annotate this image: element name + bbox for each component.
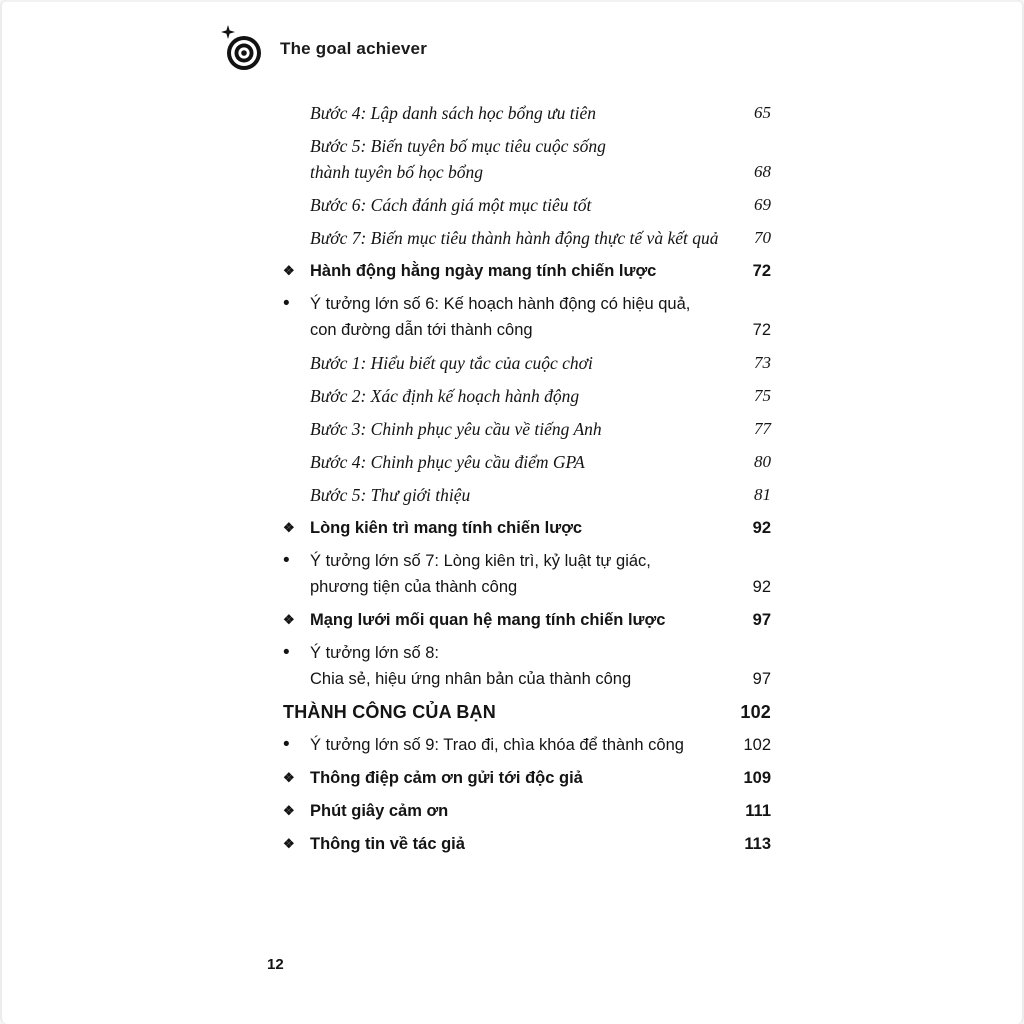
toc-entry	[283, 192, 771, 218]
toc-entry	[283, 640, 771, 692]
page-footer	[267, 956, 284, 974]
toc-entry-text	[310, 831, 729, 857]
toc-entry-line: Mạng lưới mối quan hệ mang tính chiến lược	[310, 611, 666, 629]
toc-entry-text	[310, 515, 729, 541]
page-number: 12	[267, 956, 284, 973]
diamond-bullet-icon: ❖	[283, 520, 295, 535]
toc-entry-text	[310, 607, 729, 633]
toc-entry-line: Bước 3: Chinh phục yêu cầu về tiếng Anh	[310, 419, 602, 439]
page-header	[218, 24, 427, 74]
toc-entry	[283, 225, 771, 251]
toc-page-number: 80	[754, 452, 771, 471]
diamond-bullet-icon: ❖	[283, 770, 295, 785]
toc-entry-line: Ý tưởng lớn số 9: Trao đi, chìa khóa để thành công	[310, 736, 684, 754]
toc-entry-line: Thông điệp cảm ơn gửi tới độc giả	[310, 769, 583, 787]
logo-bullseye-icon	[218, 24, 266, 74]
toc-entry	[283, 133, 771, 185]
toc-entry-text	[310, 258, 729, 284]
toc-entry-line: Bước 2: Xác định kế hoạch hành động	[310, 386, 580, 406]
toc-page-number: 68	[754, 162, 771, 181]
toc-page-number: 70	[754, 228, 771, 247]
toc-entry	[283, 100, 771, 126]
diamond-bullet-icon: ❖	[283, 612, 295, 627]
toc-page-number: 111	[745, 802, 771, 820]
toc-entry-text	[310, 416, 729, 442]
toc-entry	[283, 291, 771, 343]
toc-entry	[283, 798, 771, 824]
diamond-bullet-icon: ❖	[283, 263, 295, 278]
toc-entry-line: Bước 1: Hiểu biết quy tắc của cuộc chơi	[310, 353, 593, 373]
toc-entry	[283, 607, 771, 633]
toc-page-number: 102	[740, 702, 771, 722]
toc-entry-line: THÀNH CÔNG CỦA BẠN	[283, 702, 496, 722]
dot-bullet-icon: •	[283, 642, 290, 663]
toc-page-number: 77	[754, 419, 771, 438]
toc-page-number: 92	[752, 519, 771, 537]
diamond-bullet-icon: ❖	[283, 803, 295, 818]
toc-entry-line: Ý tưởng lớn số 8:	[310, 644, 439, 662]
toc-page-number: 102	[743, 736, 771, 754]
toc-entry	[283, 831, 771, 857]
toc-entry-text	[310, 765, 729, 791]
table-of-contents	[283, 100, 771, 864]
toc-page-number: 113	[744, 835, 771, 853]
toc-entry-text	[310, 133, 729, 185]
toc-entry-line: con đường dẫn tới thành công	[310, 321, 533, 339]
toc-entry-line: Ý tưởng lớn số 7: Lòng kiên trì, kỷ luật tự giác,	[310, 552, 651, 570]
toc-page-number: 69	[754, 195, 771, 214]
toc-entry	[283, 732, 771, 758]
toc-entry-text	[310, 192, 729, 218]
toc-entry-text	[310, 449, 729, 475]
toc-entry	[283, 449, 771, 475]
toc-entry-line: Lòng kiên trì mang tính chiến lược	[310, 519, 583, 537]
toc-page-number: 72	[752, 321, 771, 339]
toc-page-number: 97	[752, 611, 771, 629]
toc-entry-text	[310, 548, 729, 600]
toc-entry	[283, 699, 771, 725]
toc-entry-text	[310, 100, 729, 126]
toc-entry-line: Bước 6: Cách đánh giá một mục tiêu tốt	[310, 195, 592, 215]
toc-entry-text	[310, 640, 729, 692]
dot-bullet-icon: •	[283, 550, 290, 571]
toc-entry	[283, 416, 771, 442]
toc-entry-line: Bước 5: Thư giới thiệu	[310, 485, 471, 505]
diamond-bullet-icon: ❖	[283, 836, 295, 851]
toc-entry-line: Thông tin về tác giả	[310, 835, 465, 853]
toc-page-number: 109	[743, 769, 771, 787]
toc-page-number: 92	[752, 578, 771, 596]
toc-page-number: 65	[754, 103, 771, 122]
toc-page-number: 72	[752, 262, 771, 280]
toc-entry-line: Chia sẻ, hiệu ứng nhân bản của thành công	[310, 670, 632, 688]
dot-bullet-icon: •	[283, 293, 290, 314]
toc-page-number: 97	[752, 670, 771, 688]
dot-bullet-icon: •	[283, 734, 290, 755]
toc-entry-text	[310, 225, 729, 251]
toc-entry-line: thành tuyên bố học bổng	[310, 162, 484, 182]
toc-entry-line: Bước 5: Biến tuyên bố mục tiêu cuộc sống	[310, 136, 606, 156]
toc-entry-line: Bước 7: Biến mục tiêu thành hành động thực tế và kết quả	[310, 228, 719, 248]
toc-page-number: 75	[754, 386, 771, 405]
toc-entry	[283, 258, 771, 284]
toc-entry	[283, 548, 771, 600]
toc-entry-line: Bước 4: Lập danh sách học bổng ưu tiên	[310, 103, 597, 123]
toc-entry	[283, 765, 771, 791]
toc-entry-text	[310, 798, 729, 824]
toc-entry-text	[310, 482, 729, 508]
toc-page-number: 81	[754, 485, 771, 504]
toc-entry-text	[310, 383, 729, 409]
toc-entry-line: phương tiện của thành công	[310, 578, 518, 596]
toc-entry	[283, 350, 771, 376]
toc-entry-text	[310, 732, 729, 758]
toc-page-number: 73	[754, 353, 771, 372]
toc-entry	[283, 515, 771, 541]
toc-entry-text	[310, 350, 729, 376]
toc-entry-line: Phút giây cảm ơn	[310, 802, 449, 820]
toc-entry-line: Hành động hằng ngày mang tính chiến lược	[310, 262, 657, 280]
brand-title: The goal achiever	[280, 39, 428, 58]
toc-entry	[283, 383, 771, 409]
toc-entry-line: Ý tưởng lớn số 6: Kế hoạch hành động có hiệu quả,	[310, 295, 691, 313]
toc-entry-line: Bước 4: Chinh phục yêu cầu điểm GPA	[310, 452, 585, 472]
toc-entry-text	[283, 699, 729, 725]
toc-entry	[283, 482, 771, 508]
toc-entry-text	[310, 291, 729, 343]
